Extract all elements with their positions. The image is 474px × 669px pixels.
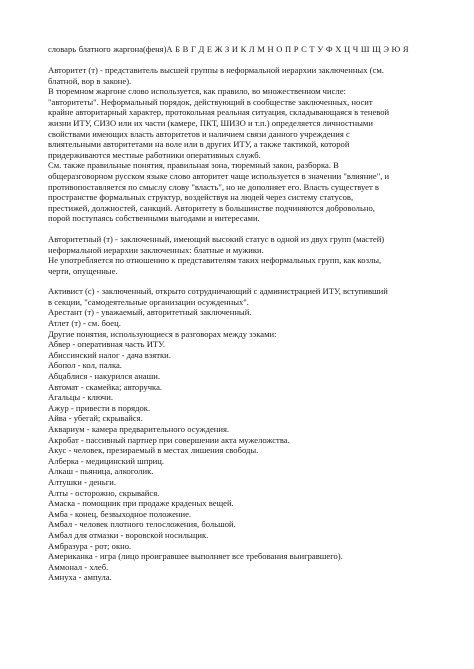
list-item: Другие понятия, использующиеся в разговорах между зэками: xyxy=(48,328,277,339)
text-line: свойствами имеющих власть авторитетов и наличием связи данного учреждения с xyxy=(48,128,350,139)
list-item: в секции, "самодеятельные организации осужденных". xyxy=(48,296,249,307)
list-item: Арестант (т) - уважаемый, авторитетный заключенный. xyxy=(48,307,252,318)
text-line: Авторитетный (т) - заключенный, имеющий высокий статус в одной из двух групп (мастей) xyxy=(48,233,385,244)
list-item: Американка - игра (лицо проигравшее выполняет все требования выигравшего). xyxy=(48,551,343,562)
list-item: Абопол - кол, палка. xyxy=(48,360,122,371)
list-item: Алкаш - пьяница, алкоголик. xyxy=(48,466,154,477)
list-item: Аммонал - хлеб. xyxy=(48,561,109,572)
entry-avtoritetny xyxy=(48,234,454,276)
text-line: общеразговорном русском языке слово авторитет чаще используется в значении "влияние", и xyxy=(48,170,390,181)
list-item: Абвер - оперативная часть ИТУ. xyxy=(48,339,166,350)
text-line: придерживаются местные работники оперативных служб. xyxy=(48,149,261,160)
list-item: Амаска - помощник при продаже краденых вещей. xyxy=(48,498,234,509)
text-line: пространстве формальных структур, воздействуя на людей через систему статусов, xyxy=(48,192,354,203)
text-line: черти, опущенные. xyxy=(48,265,118,276)
list-item: Амбразура - рот; окно. xyxy=(48,540,132,551)
list-item: Атлет (т) - см. боец. xyxy=(48,318,121,329)
list-item: Акробат - пассивный партнер при совершении акта мужеложства. xyxy=(48,434,290,445)
text-line: противопоставляется по смыслу слову "власть", но не дополняет его. Власть существует в xyxy=(48,181,379,192)
entry-avtoritet xyxy=(48,65,454,224)
list-item: Акус - человек, презираемый в местах лишения свободы. xyxy=(48,445,259,456)
list-item: Амбал - человек плотного телосложения, большой. xyxy=(48,519,236,530)
list-item: Алберка - медицинский шприц. xyxy=(48,455,164,466)
list-item: Амба - конец, безвыходное положение. xyxy=(48,508,192,519)
text-line: блатной, вор в законе). xyxy=(48,75,132,86)
text-line: неформальной иерархии заключенных: блатные и мужики. xyxy=(48,244,264,255)
list-item: Алтушки - деньги. xyxy=(48,476,116,487)
list-item: Агальцы - ключи. xyxy=(48,392,113,403)
list-item: Активист (с) - заключенный, открыто сотрудничающий с администрацией ИТУ, вступивший xyxy=(48,286,388,297)
text-line: См. также правильные понятия, правильная зона, тюремный закон, разборка. В xyxy=(48,160,339,171)
text-line: престижей, должностей, санкций. Авторитету в большинстве подчиняются добровольно, xyxy=(48,202,375,213)
list-item: Айва - убегай; скрывайся. xyxy=(48,413,143,424)
list-item: Амбал для отмазки - воровской носильщик. xyxy=(48,529,209,540)
list-item: Аквариум - камера предварительного осуждения. xyxy=(48,424,230,434)
text-line: жизни ИТУ, СИЗО или их части (камере, ПКТ, ШИЗО и т.п.) определяется личностными xyxy=(48,117,373,128)
list-item: Ажур - привести в порядок. xyxy=(48,402,151,413)
text-line: В тюремном жаргоне слово используется, как правило, во множественном числе: xyxy=(48,86,346,97)
document-title: словарь блатного жаргона(феня)А Б В Г Д Е Ж З И К Л М Н О П Р С Т У Ф Х Ц Ч Ш Щ Э Ю Я xyxy=(48,44,409,54)
list-item: Амнуха - ампула. xyxy=(48,572,112,583)
text-line: "авторитеты". Неформальный порядок, действующий в сообществе заключенных, носит xyxy=(48,96,373,107)
list-item: Абцаблися - накурился анаши. xyxy=(48,371,160,382)
text-line: Авторитет (т) - представитель высшей группы в неформальной иерархии заключенных (см. xyxy=(48,65,384,75)
list-item: Алты - осторожно, скрывайся. xyxy=(48,487,160,498)
text-line: Не употребляется по отношению к представителям таких неформальных групп, как козлы, xyxy=(48,255,382,266)
list-item: Автомат - скамейка; авторучка. xyxy=(48,381,163,392)
text-line: порой поступаясь собственными выгодами и интересами. xyxy=(48,213,260,224)
text-line: влиятельными авторитетами на воле или в других ИТУ, а также тактикой, которой xyxy=(48,139,350,150)
text-line: крайне авторитарный характер, протокольная реальная ситуация, складывающаяся в теневой xyxy=(48,107,390,118)
dictionary-entries xyxy=(48,286,454,583)
list-item: Абиссинский налог - дача взятки. xyxy=(48,349,171,360)
